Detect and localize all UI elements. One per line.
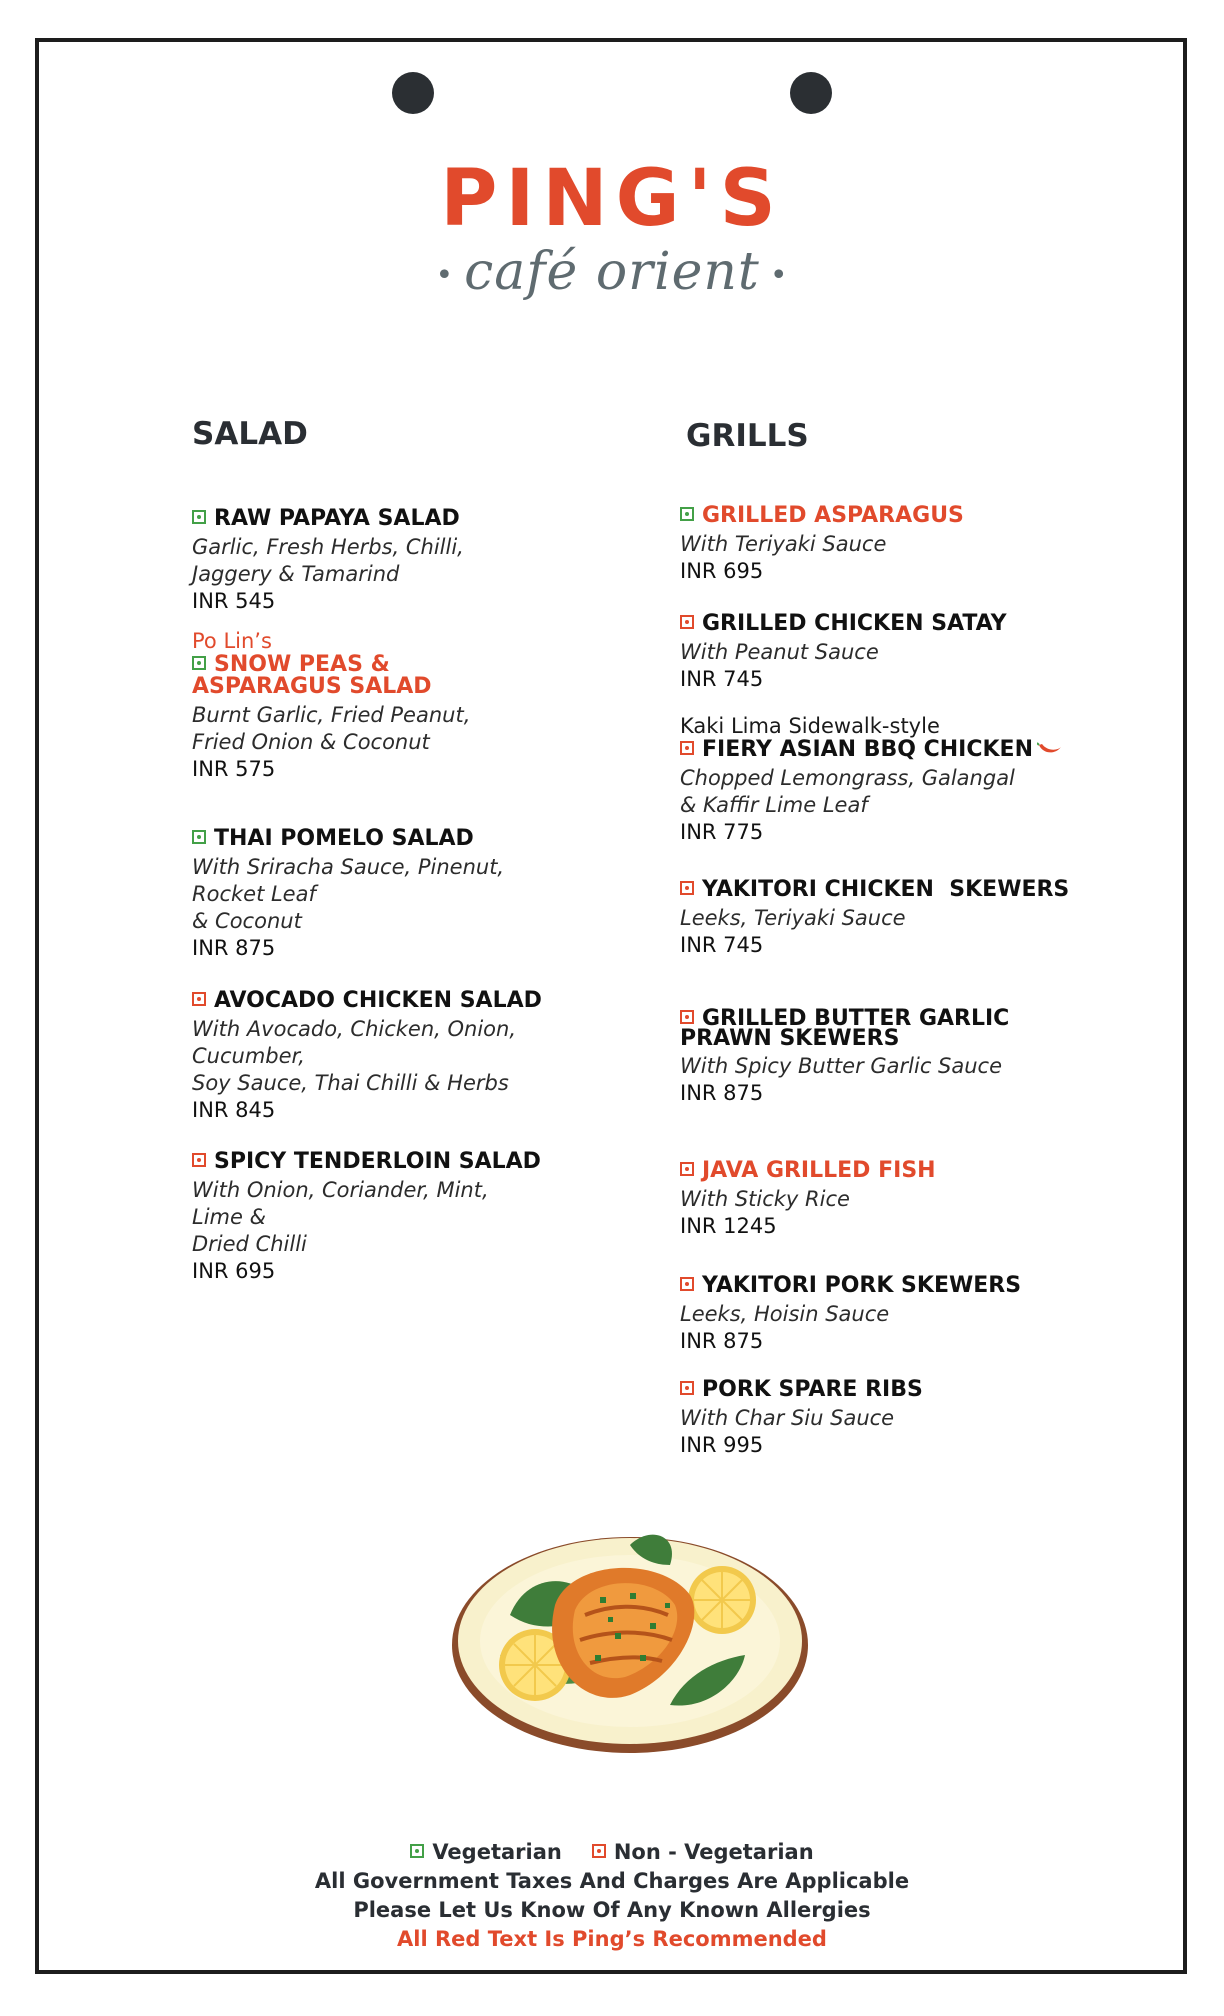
grilled-chicken-plate-illustration xyxy=(440,1505,820,1769)
item-kicker: Kaki Lima Sidewalk-style xyxy=(680,714,940,738)
menu-footer xyxy=(0,1838,1224,1954)
section-title-salad: SALAD xyxy=(192,416,308,452)
menu-item-yakitori-chicken-skewers xyxy=(680,879,1120,959)
item-price: INR 995 xyxy=(680,1433,764,1457)
item-name: YAKITORI CHICKEN SKEWERS xyxy=(702,877,1070,902)
item-price: INR 545 xyxy=(192,589,276,613)
item-price: INR 875 xyxy=(680,1081,764,1105)
item-name: SPICY TENDERLOIN SALAD xyxy=(214,1149,541,1174)
nonveg-mark-icon xyxy=(680,741,694,755)
allergy-note: Please Let Us Know Of Any Known Allergies xyxy=(353,1898,871,1922)
item-desc: Garlic, Fresh Herbs, Chilli, Jaggery & Tamarind xyxy=(192,535,464,586)
menu-item-grilled-asparagus xyxy=(680,505,1100,585)
section-title-grills: GRILLS xyxy=(686,418,809,454)
legend-nonveg-label: Non - Vegetarian xyxy=(613,1840,814,1864)
item-desc: Burnt Garlic, Fried Peanut, Fried Onion & Coconut xyxy=(192,703,471,754)
item-name: YAKITORI PORK SKEWERS xyxy=(702,1273,1022,1298)
nonveg-mark-icon xyxy=(592,1844,606,1858)
item-desc: With Sticky Rice xyxy=(680,1187,850,1211)
item-name-line-2: ASPARAGUS SALAD xyxy=(192,674,432,699)
veg-mark-icon xyxy=(192,656,206,670)
item-name: FIERY ASIAN BBQ CHICKEN xyxy=(702,737,1033,762)
item-price: INR 575 xyxy=(192,757,276,781)
item-price: INR 775 xyxy=(680,820,764,844)
tagline-text: café orient xyxy=(464,242,760,302)
item-name: PORK SPARE RIBS xyxy=(702,1377,923,1402)
menu-item-snow-peas-asparagus-salad xyxy=(192,628,572,783)
item-desc: Chopped Lemongrass, Galangal & Kaffir Lime Leaf xyxy=(680,766,1015,817)
punch-hole-left xyxy=(392,72,434,114)
nonveg-mark-icon xyxy=(680,881,694,895)
item-desc: With Spicy Butter Garlic Sauce xyxy=(680,1054,1003,1078)
item-name: JAVA GRILLED FISH xyxy=(702,1158,936,1183)
menu-item-pork-spare-ribs xyxy=(680,1379,1120,1459)
menu-item-thai-pomelo-salad xyxy=(192,828,572,962)
nonveg-mark-icon xyxy=(192,1153,206,1167)
recommended-note: All Red Text Is Ping’s Recommended xyxy=(397,1927,827,1951)
menu-item-fiery-asian-bbq-chicken xyxy=(680,713,1120,846)
veg-mark-icon xyxy=(192,830,206,844)
item-price: INR 845 xyxy=(192,1098,276,1122)
logo xyxy=(0,154,1224,302)
item-desc: With Avocado, Chicken, Onion, Cucumber, Soy Sauce, Thai Chilli & Herbs xyxy=(192,1017,517,1095)
brand-name: PING'S xyxy=(440,154,784,244)
item-name: RAW PAPAYA SALAD xyxy=(214,506,460,531)
item-price: INR 745 xyxy=(680,933,764,957)
menu-item-spicy-tenderloin-salad xyxy=(192,1151,572,1285)
item-price: INR 745 xyxy=(680,667,764,691)
menu-item-java-grilled-fish xyxy=(680,1160,1120,1240)
item-price: INR 875 xyxy=(680,1329,764,1353)
menu-item-grilled-chicken-satay xyxy=(680,613,1100,693)
item-name-line-1: SNOW PEAS & xyxy=(214,652,390,677)
punch-hole-right xyxy=(790,72,832,114)
item-price: INR 695 xyxy=(680,559,764,583)
item-desc: With Teriyaki Sauce xyxy=(680,532,887,556)
item-desc: With Sriracha Sauce, Pinenut, Rocket Leaf & Coconut xyxy=(192,855,505,933)
item-desc: With Char Siu Sauce xyxy=(680,1406,895,1430)
item-desc: Leeks, Teriyaki Sauce xyxy=(680,906,906,930)
taxes-note: All Government Taxes And Charges Are Applicable xyxy=(314,1869,910,1893)
item-name-line-1: GRILLED BUTTER GARLIC xyxy=(702,1006,1010,1031)
menu-item-grilled-butter-garlic-prawn-skewers xyxy=(680,1006,1120,1107)
chili-icon xyxy=(1037,739,1063,761)
diet-legend xyxy=(0,1838,1224,1867)
item-name: AVOCADO CHICKEN SALAD xyxy=(214,988,542,1013)
legend-veg-label: Vegetarian xyxy=(432,1840,562,1864)
item-desc: With Onion, Coriander, Mint, Lime & Dried Chilli xyxy=(192,1178,489,1256)
item-kicker: Po Lin’s xyxy=(192,629,272,653)
item-desc: Leeks, Hoisin Sauce xyxy=(680,1302,890,1326)
item-name-line-2: PRAWN SKEWERS xyxy=(680,1026,900,1051)
nonveg-mark-icon xyxy=(680,1010,694,1024)
nonveg-mark-icon xyxy=(680,615,694,629)
veg-mark-icon xyxy=(410,1844,424,1858)
item-desc: With Peanut Sauce xyxy=(680,640,879,664)
nonveg-mark-icon xyxy=(680,1162,694,1176)
menu-item-yakitori-pork-skewers xyxy=(680,1275,1120,1355)
veg-mark-icon xyxy=(680,507,694,521)
nonveg-mark-icon xyxy=(680,1277,694,1291)
menu-item-avocado-chicken-salad xyxy=(192,990,572,1124)
item-price: INR 695 xyxy=(192,1259,276,1283)
item-price: INR 1245 xyxy=(680,1214,777,1238)
nonveg-mark-icon xyxy=(192,992,206,1006)
brand-tagline: • café orient • xyxy=(435,242,789,302)
veg-mark-icon xyxy=(192,510,206,524)
item-name: GRILLED CHICKEN SATAY xyxy=(702,611,1007,636)
item-price: INR 875 xyxy=(192,936,276,960)
item-name: THAI POMELO SALAD xyxy=(214,826,474,851)
nonveg-mark-icon xyxy=(680,1381,694,1395)
item-name: GRILLED ASPARAGUS xyxy=(702,503,964,528)
menu-item-raw-papaya-salad xyxy=(192,508,572,615)
